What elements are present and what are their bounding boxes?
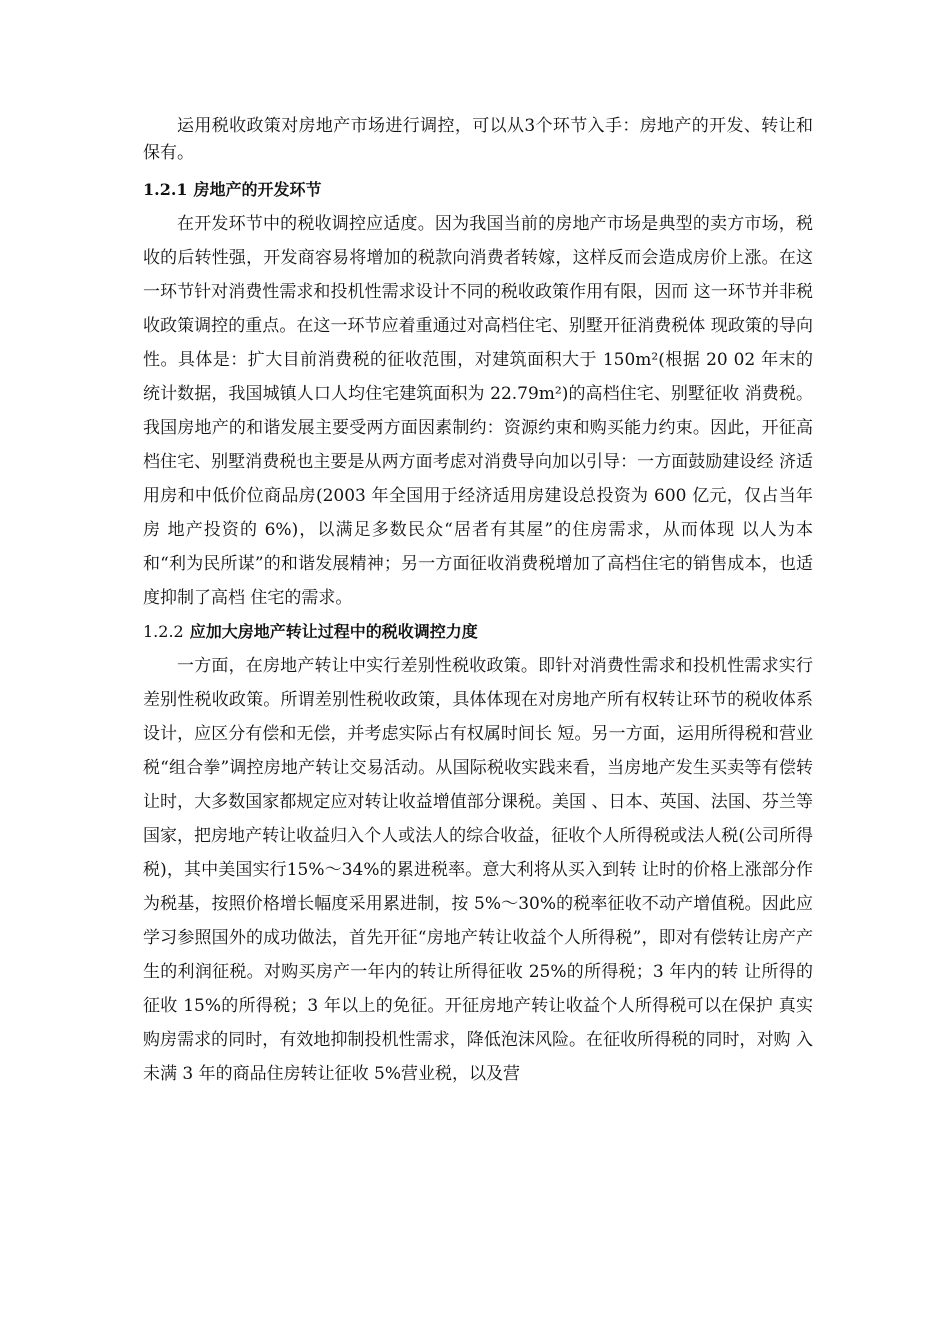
section-title: 应加大房地产转让过程中的税收调控力度 [189,622,478,641]
section-title: 房地产的开发环节 [193,180,322,199]
section-number: 1.2.1 [143,180,188,199]
document-body [143,113,813,1091]
section-heading-1-2-1 [143,173,813,207]
section-2-paragraph: 一方面，在房地产转让中实行差别性税收政策。即针对消费性需求和投机性需求实行差别性税收政策。所谓差别性税收政策，具体体现在对房地产所有权转让环节的税收体系设计，应区分有偿和无偿，并考虑实际占有权属时间长 短。另一方面，运用所得税和营业税“组合拳”调控房地产转让交易活动。从国际税收实践来看，当房地产发生买卖等有偿转让时，大多数国家都规定应对转让收益增值部分课税。美国 、日本、英国、法国、芬兰等国家，把房地产转让收益归入个人或法人的综合收益，征收个人所得税或法人税(公司所得税)，其中美国实行15%～34%的累进税率。意大利将从买入到转 让时的价格上涨部分作为税基，按照价格增长幅度采用累进制，按 5%～30%的税率征收不动产增值税。因此应学习参照国外的成功做法，首先开征“房地产转让收益个人所得税”，即对有偿转让房产产生的利润征税。对购买房产一年内的转让所得征收 25%的所得税；3 年内的转 让所得的征收 15%的所得税；3 年以上的免征。开征房地产转让收益个人所得税可以在保护 真实购房需求的同时，有效地抑制投机性需求，降低泡沫风险。在征收所得税的同时，对购 入未满 3 年的商品住房转让征收 5%营业税，以及营 [143,656,813,1084]
section-1-paragraph: 在开发环节中的税收调控应适度。因为我国当前的房地产市场是典型的卖方市场，税收的后转性强，开发商容易将增加的税款向消费者转嫁，这样反而会造成房价上涨。在这一环节针对消费性需求和投机性需求设计不同的税收政策作用有限，因而 这一环节并非税收政策调控的重点。在这一环节应着重通过对高档住宅、别墅开征消费税体 现政策的导向性。具体是：扩大目前消费税的征收范围，对建筑面积大于 150m²(根据 20 02 年末的统计数据，我国城镇人口人均住宅建筑面积为 22.79m²)的高档住宅、别墅征收 消费税。我国房地产的和谐发展主要受两方面因素制约：资源约束和购买能力约束。因此，开征高档住宅、别墅消费税也主要是从两方面考虑对消费导向加以引导：一方面鼓励建设经 济适用房和中低价位商品房(2003 年全国用于经济适用房建设总投资为 600 亿元，仅占当年房 地产投资的 6%)，以满足多数民众“居者有其屋”的住房需求，从而体现 以人为本和“利为民所谋”的和谐发展精神；另一方面征收消费税增加了高档住宅的销售成本，也适度抑制了高档 住宅的需求。 [143,214,813,608]
section-number: 1.2.2 [143,622,184,641]
intro-paragraph: 运用税收政策对房地产市场进行调控，可以从3个环节入手：房地产的开发、转让和保有。 [143,116,813,163]
section-heading-1-2-2 [143,615,813,649]
